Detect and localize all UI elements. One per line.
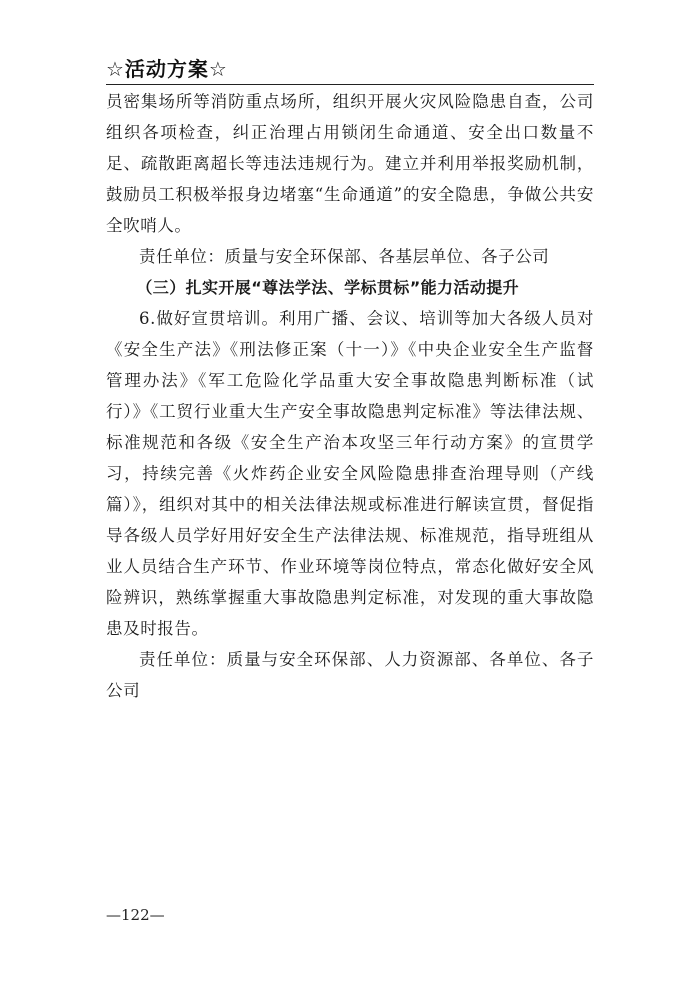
paragraph-fire-safety-continuation: 员密集场所等消防重点场所，组织开展火灾风险隐患自查，公司组织各项检查，纠正治理占用锁闭生命通道、安全出口数量不足、疏散距离超长等违法违规行为。建立并利用举报奖励机制，鼓励员工积极举报身边堵塞“生命通道”的安全隐患，争做公共安全吹哨人。 — [106, 92, 594, 235]
responsible-units-1: 责任单位：质量与安全环保部、各基层单位、各子公司 — [139, 247, 550, 266]
page-number: —122— — [106, 906, 165, 924]
section-heading-3: （三）扎实开展“尊法学法、学标贯标”能力活动提升 — [136, 278, 520, 297]
page-header — [106, 54, 594, 85]
document-header-title: ☆活动方案☆ — [106, 57, 228, 81]
responsible-units-2: 责任单位：质量与安全环保部、人力资源部、各单位、各子公司 — [106, 650, 594, 700]
paragraph-training: 6.做好宣贯培训。利用广播、会议、培训等加大各级人员对《安全生产法》《刑法修正案（十一）》《中央企业安全生产监督管理办法》《军工危险化学品重大安全事故隐患判断标准（试行）》《工贸行业重大生产安全事故隐患判定标准》等法律法规、标准规范和各级《安全生产治本攻坚三年行动方案》的宣贯学习，持续完善《火炸药企业安全风险隐患排查治理导则（产线篇）》，组织对其中的相关法律法规或标准进行解读宣贯，督促指导各级人员学好用好安全生产法律法规、标准规范，指导班组从业人员结合生产环节、作业环境等岗位特点，常态化做好安全风险辨识，熟练掌握重大事故隐患判定标准，对发现的重大事故隐患及时报告。 — [106, 309, 594, 638]
document-body — [106, 86, 594, 706]
